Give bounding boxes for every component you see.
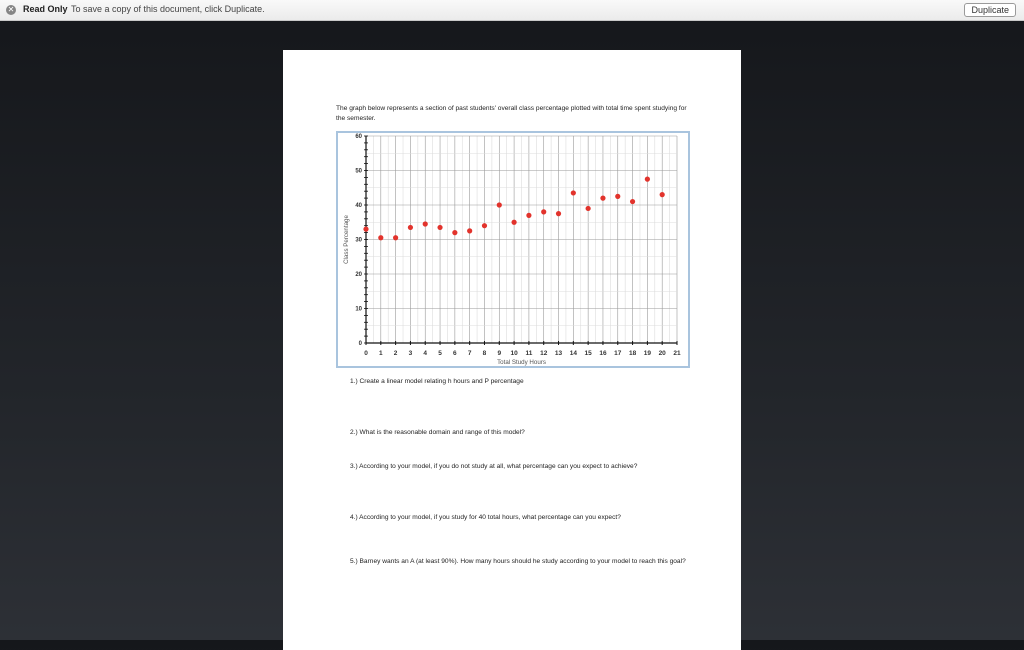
- x-tick-label: 19: [643, 350, 651, 357]
- close-icon[interactable]: ✕: [7, 5, 15, 14]
- data-point: [482, 223, 487, 228]
- x-tick-label: 1: [378, 350, 383, 357]
- question-1: 1.) Create a linear model relating h hours and P percentage: [350, 378, 524, 385]
- duplicate-button[interactable]: Duplicate: [964, 3, 1016, 17]
- x-tick-label: 17: [614, 350, 622, 357]
- x-tick-label: 18: [628, 350, 637, 357]
- data-point: [497, 202, 502, 207]
- data-point: [378, 235, 383, 240]
- data-point: [526, 213, 531, 218]
- x-tick-label: 4: [423, 350, 428, 357]
- data-point: [571, 190, 576, 195]
- y-tick-label: 10: [355, 306, 362, 313]
- data-point: [452, 230, 457, 235]
- data-point: [511, 220, 516, 225]
- data-point: [660, 192, 665, 197]
- chart-svg: [338, 133, 688, 366]
- read-only-label: Read Only: [23, 4, 68, 14]
- y-tick-label: 0: [358, 341, 362, 348]
- data-point: [437, 225, 442, 230]
- data-point: [423, 221, 428, 226]
- x-tick-label: 2: [393, 350, 398, 357]
- data-point: [556, 211, 561, 216]
- question-4: 4.) According to your model, if you study for 40 total hours, what percentage can you expect?: [350, 514, 621, 521]
- y-tick-label: 30: [355, 237, 362, 244]
- x-tick-label: 14: [569, 350, 577, 357]
- x-tick-label: 3: [408, 350, 413, 357]
- x-tick-label: 10: [510, 350, 518, 357]
- x-tick-label: 8: [482, 350, 487, 357]
- document-page: [283, 50, 741, 650]
- x-tick-label: 13: [554, 350, 563, 357]
- y-tick-label: 60: [355, 134, 362, 141]
- data-point: [408, 225, 413, 230]
- y-tick-label: 40: [355, 203, 362, 210]
- x-tick-label: 5: [438, 350, 442, 357]
- data-point: [363, 227, 368, 232]
- data-point: [541, 209, 546, 214]
- x-tick-label: 15: [584, 350, 592, 357]
- question-2: 2.) What is the reasonable domain and range of this model?: [350, 429, 525, 436]
- x-tick-label: 21: [673, 350, 681, 357]
- data-point: [615, 194, 620, 199]
- x-tick-label: 7: [467, 350, 472, 357]
- question-5: 5.) Barney wants an A (at least 90%). How many hours should he study according to your model to reach this goal?: [350, 558, 686, 565]
- y-tick-label: 50: [355, 168, 362, 175]
- x-tick-label: 16: [599, 350, 607, 357]
- read-only-bar: [0, 0, 1024, 21]
- x-tick-label: 20: [658, 350, 666, 357]
- duplicate-hint: To save a copy of this document, click Duplicate.: [71, 4, 265, 14]
- x-tick-label: 0: [364, 350, 368, 357]
- intro-text: The graph below represents a section of past students' overall class percentage plotted with total time spent studying for the semester.: [336, 105, 687, 122]
- y-axis-label: Class Percentage: [343, 215, 350, 264]
- x-tick-label: 11: [525, 350, 533, 357]
- data-point: [467, 228, 472, 233]
- y-tick-label: 20: [355, 272, 362, 279]
- data-point: [630, 199, 635, 204]
- scatter-chart: [336, 131, 690, 368]
- x-axis-label: Total Study Hours: [497, 359, 546, 366]
- question-3: 3.) According to your model, if you do not study at all, what percentage can you expect to achieve?: [350, 463, 638, 470]
- x-tick-label: 9: [497, 350, 502, 357]
- x-tick-label: 12: [540, 350, 548, 357]
- x-tick-label: 6: [453, 350, 457, 357]
- data-point: [586, 206, 591, 211]
- data-point: [645, 177, 650, 182]
- data-point: [600, 196, 605, 201]
- data-point: [393, 235, 398, 240]
